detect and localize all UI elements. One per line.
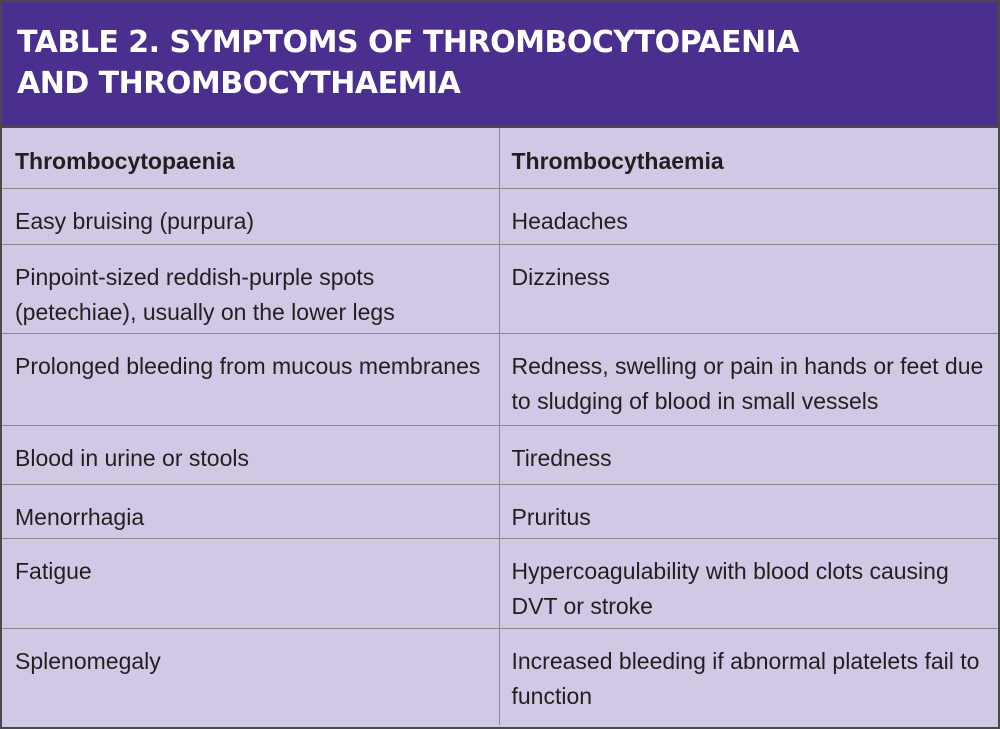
table-row	[2, 484, 998, 538]
table-row	[2, 425, 998, 484]
table-title-line-2: AND THROMBOCYTHAEMIA	[17, 66, 461, 101]
header-thrombocytopaenia: Thrombocytopaenia	[15, 148, 235, 174]
thrombocytopaenia-symptom: Blood in urine or stools	[2, 425, 499, 484]
table-row	[2, 628, 998, 725]
thrombocytopaenia-symptom: Menorrhagia	[2, 484, 499, 538]
thrombocythaemia-symptom: Headaches	[499, 188, 998, 244]
thrombocythaemia-symptom: Pruritus	[499, 484, 998, 538]
table-header-row	[2, 128, 998, 188]
thrombocythaemia-symptom: Redness, swelling or pain in hands or feet due to sludging of blood in small vessels	[499, 333, 998, 425]
thrombocythaemia-symptom: Hypercoagulability with blood clots causing DVT or stroke	[499, 538, 998, 628]
table-row	[2, 538, 998, 628]
header-thrombocythaemia: Thrombocythaemia	[499, 128, 998, 188]
table-title-line-1: TABLE 2. SYMPTOMS OF THROMBOCYTOPAENIA	[17, 25, 800, 60]
table-row	[2, 244, 998, 333]
table-title-bar	[2, 2, 998, 128]
symptoms-table	[2, 128, 998, 725]
thrombocythaemia-symptom: Dizziness	[499, 244, 998, 333]
table-row	[2, 188, 998, 244]
thrombocytopaenia-symptom: Splenomegaly	[2, 628, 499, 725]
thrombocytopaenia-symptom: Prolonged bleeding from mucous membranes	[2, 333, 499, 425]
thrombocythaemia-symptom: Tiredness	[499, 425, 998, 484]
thrombocytopaenia-symptom: Fatigue	[2, 538, 499, 628]
table-row	[2, 333, 998, 425]
thrombocytopaenia-symptom: Pinpoint-sized reddish-purple spots (petechiae), usually on the lower legs	[2, 244, 499, 333]
thrombocythaemia-symptom: Increased bleeding if abnormal platelets fail to function	[499, 628, 998, 725]
thrombocytopaenia-symptom: Easy bruising (purpura)	[2, 188, 499, 244]
